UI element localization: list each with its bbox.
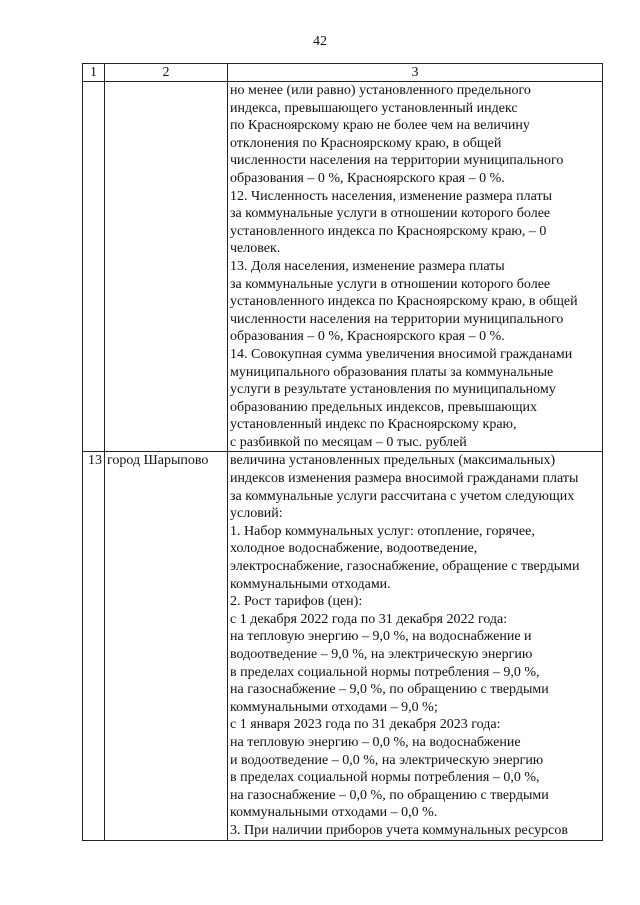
row-number: 13	[83, 452, 105, 840]
text-line: на газоснабжение – 0,0 %, по обращению с твердыми	[230, 787, 549, 803]
text-line: 1. Набор коммунальных услуг: отопление, горячее,	[230, 523, 535, 539]
text-line: отклонения по Красноярскому краю, в общей	[230, 135, 502, 151]
row-number	[83, 82, 105, 452]
text-line: в пределах социальной нормы потребления – 9,0 %,	[230, 664, 540, 680]
text-line: установленного индекса по Красноярскому краю, – 0	[230, 223, 547, 239]
text-line: индекса, превышающего установленный индекс	[230, 100, 518, 116]
text-line: численности населения на территории муниципального	[230, 311, 564, 327]
text-line: человек.	[230, 241, 281, 257]
text-line: образованию предельных индексов, превышающих	[230, 399, 538, 415]
text-line: коммунальными отходами – 0,0 %.	[230, 805, 438, 821]
text-line: с 1 декабря 2022 года по 31 декабря 2022 года:	[230, 611, 508, 627]
text-line: электроснабжение, газоснабжение, обращение с твердыми	[230, 559, 580, 575]
text-line: установленного индекса по Красноярскому краю, в общей	[230, 294, 578, 310]
text-line: за коммунальные услуги в отношении которого более	[230, 206, 551, 222]
text-line: коммунальными отходами – 9,0 %;	[230, 699, 438, 715]
text-line: но менее (или равно) установленного предельного	[230, 83, 531, 98]
text-line: на тепловую энергию – 9,0 %, на водоснабжение и	[230, 629, 532, 645]
text-line: численности населения на территории муниципального	[230, 153, 564, 169]
text-line: 14. Совокупная сумма увеличения вносимой гражданами	[230, 346, 573, 362]
text-line: коммунальными отходами.	[230, 576, 391, 592]
text-line: 3. При наличии приборов учета коммунальных ресурсов	[230, 822, 568, 838]
document-table	[82, 63, 603, 841]
column-number-2: 2	[105, 64, 228, 82]
text-line: муниципального образования платы за коммунальные	[230, 364, 554, 380]
row-description	[228, 82, 603, 452]
row-description	[228, 452, 603, 840]
text-line: 13. Доля населения, изменение размера платы	[230, 258, 505, 274]
text-line: по Красноярскому краю не более чем на величину	[230, 118, 530, 134]
table-row	[83, 82, 603, 452]
column-number-3: 3	[228, 64, 603, 82]
text-line: за коммунальные услуги рассчитана с учетом следующих	[230, 488, 575, 504]
text-line: на тепловую энергию – 0,0 %, на водоснабжение	[230, 734, 521, 750]
text-line: образования – 0 %, Красноярского края – 0 %.	[230, 170, 505, 186]
municipality-name: город Шарыпово	[105, 452, 228, 840]
text-line: и водоотведение – 0,0 %, на электрическую энергию	[230, 752, 544, 768]
text-line: холодное водоснабжение, водоотведение,	[230, 541, 478, 557]
municipality-name	[105, 82, 228, 452]
text-line: в пределах социальной нормы потребления – 0,0 %,	[230, 770, 540, 786]
text-line: величина установленных предельных (максимальных)	[230, 453, 556, 469]
text-line: 2. Рост тарифов (цен):	[230, 594, 363, 610]
text-line: с разбивкой по месяцам – 0 тыс. рублей	[230, 434, 467, 450]
text-line: индексов изменения размера вносимой гражданами платы	[230, 471, 579, 487]
table-row	[83, 452, 603, 840]
text-line: водоотведение – 9,0 %, на электрическую энергию	[230, 647, 533, 662]
table-header-row	[83, 64, 603, 82]
text-line: образования – 0 %, Красноярского края – 0 %.	[230, 329, 505, 345]
text-line: с 1 января 2023 года по 31 декабря 2023 года:	[230, 717, 501, 733]
text-line: за коммунальные услуги в отношении которого более	[230, 276, 551, 292]
text-line: 12. Численность населения, изменение размера платы	[230, 188, 552, 204]
text-line: услуги в результате установления по муниципальному	[230, 382, 556, 398]
page-number: 42	[313, 34, 327, 49]
text-line: условий:	[230, 506, 283, 522]
text-line: на газоснабжение – 9,0 %, по обращению с твердыми	[230, 682, 549, 698]
column-number-1: 1	[83, 64, 105, 82]
text-line: установленный индекс по Красноярскому краю,	[230, 417, 517, 433]
